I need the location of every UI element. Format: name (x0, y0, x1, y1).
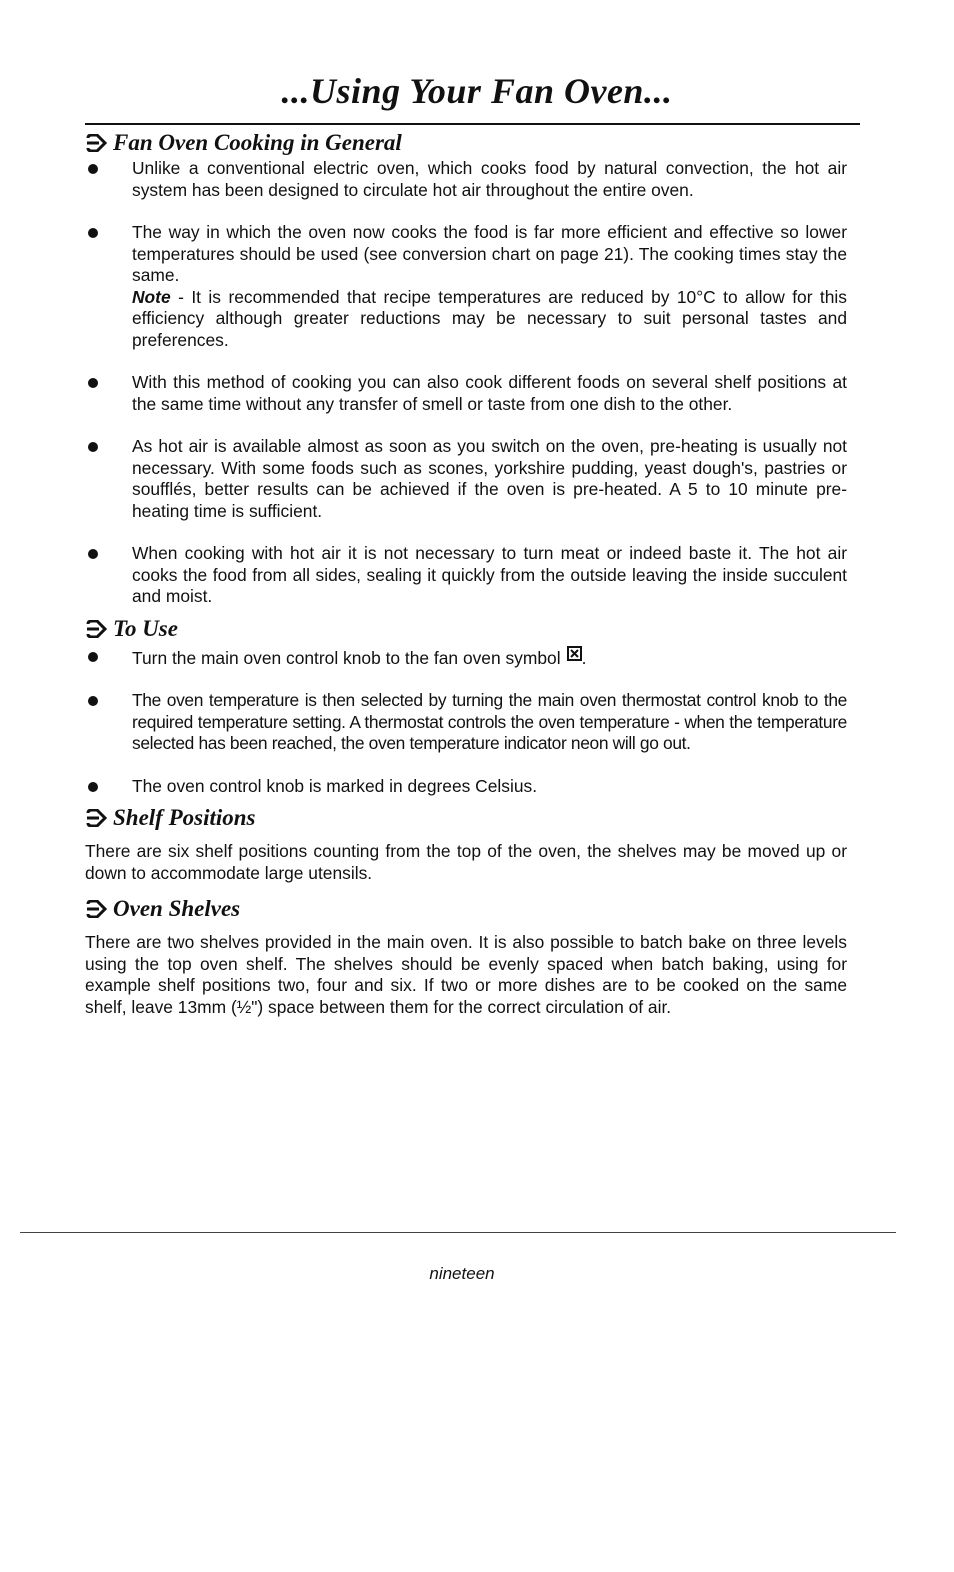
list-item (85, 690, 847, 755)
section-heading-text: Fan Oven Cooking in General (113, 130, 402, 155)
list-item (85, 222, 847, 351)
section-heading-oven-shelves (85, 894, 847, 924)
bullet-dot (88, 164, 98, 174)
bullet-dot (88, 652, 98, 662)
arrow-icon (85, 620, 107, 638)
to-use-list (85, 646, 847, 798)
arrow-icon (85, 134, 107, 152)
list-item (85, 543, 847, 608)
list-item (85, 776, 847, 798)
list-item (85, 436, 847, 522)
bullet-dot (88, 549, 98, 559)
oven-shelves-text: There are two shelves provided in the main oven. It is also possible to batch bake on three levels using the top oven shelf. The shelves should be evenly spaced when batch baking, using for example shelf positions two, four and six. If two or more dishes are to be cooked on the same shelf, leave 13mm (½") space between them for the correct circulation of air. (85, 932, 847, 1017)
title-divider (85, 123, 860, 125)
bullet-text: The oven temperature is then selected by turning the main oven thermostat control knob to the required temperature setting. A thermostat controls the oven temperature - when the temperature selected has been reached, the oven temperature indicator neon will go out. (132, 690, 847, 753)
note-text: - It is recommended that recipe temperatures are reduced by 10°C to allow for this efficiency although greater reductions may be necessary to suit personal tastes and preferences. (132, 286, 847, 350)
fan-symbol-icon (567, 646, 582, 661)
general-list (85, 158, 847, 608)
page-content (85, 128, 847, 1026)
note-label: Note (132, 286, 171, 307)
section-heading-shelf-positions (85, 803, 847, 833)
section-heading-text: Oven Shelves (113, 896, 241, 921)
bullet-dot (88, 696, 98, 706)
bullet-dot (88, 782, 98, 792)
list-item (85, 646, 847, 670)
section-heading-general (85, 128, 847, 158)
list-item (85, 372, 847, 415)
bullet-text: Unlike a conventional electric oven, which cooks food by natural convection, the hot air system has been designed to circulate hot air throughout the entire oven. (132, 158, 847, 200)
bullet-dot (88, 228, 98, 238)
page-number: nineteen (429, 1264, 495, 1283)
section-heading-to-use (85, 614, 847, 644)
bullet-dot (88, 378, 98, 388)
bullet-end: . (581, 647, 587, 668)
arrow-icon (85, 900, 107, 918)
bullet-text: When cooking with hot air it is not necessary to turn meat or indeed baste it. The hot air cooks the food from all sides, sealing it quickly from the outside leaving the inside succulent and moist. (132, 543, 847, 606)
list-item (85, 158, 847, 201)
bullet-text: With this method of cooking you can also cook different foods on several shelf positions at the same time without any transfer of smell or taste from one dish to the other. (132, 372, 847, 414)
section-heading-text: To Use (113, 615, 178, 641)
section-heading-text: Shelf Positions (113, 805, 256, 830)
bullet-text: The way in which the oven now cooks the food is far more efficient and effective so lower temperatures should be used (see conversion chart on page 21). The cooking times stay the same. (132, 222, 847, 285)
bullet-text: As hot air is available almost as soon as you switch on the oven, pre-heating is usually not necessary. With some foods such as scones, yorkshire pudding, yeast dough's, pastries or soufflés, better results can be achieved if the oven is pre-heated. A 5 to 10 minute pre-heating time is sufficient. (132, 436, 847, 521)
arrow-icon (85, 809, 107, 827)
shelf-positions-text: There are six shelf positions counting from the top of the oven, the shelves may be moved up or down to accommodate large utensils. (85, 841, 847, 883)
footer-divider (20, 1232, 896, 1233)
bullet-text: The oven control knob is marked in degrees Celsius. (132, 775, 538, 796)
bullet-dot (88, 442, 98, 452)
bullet-text: Turn the main oven control knob to the fan oven symbol (132, 647, 561, 668)
page-title: ...Using Your Fan Oven... (281, 71, 673, 111)
